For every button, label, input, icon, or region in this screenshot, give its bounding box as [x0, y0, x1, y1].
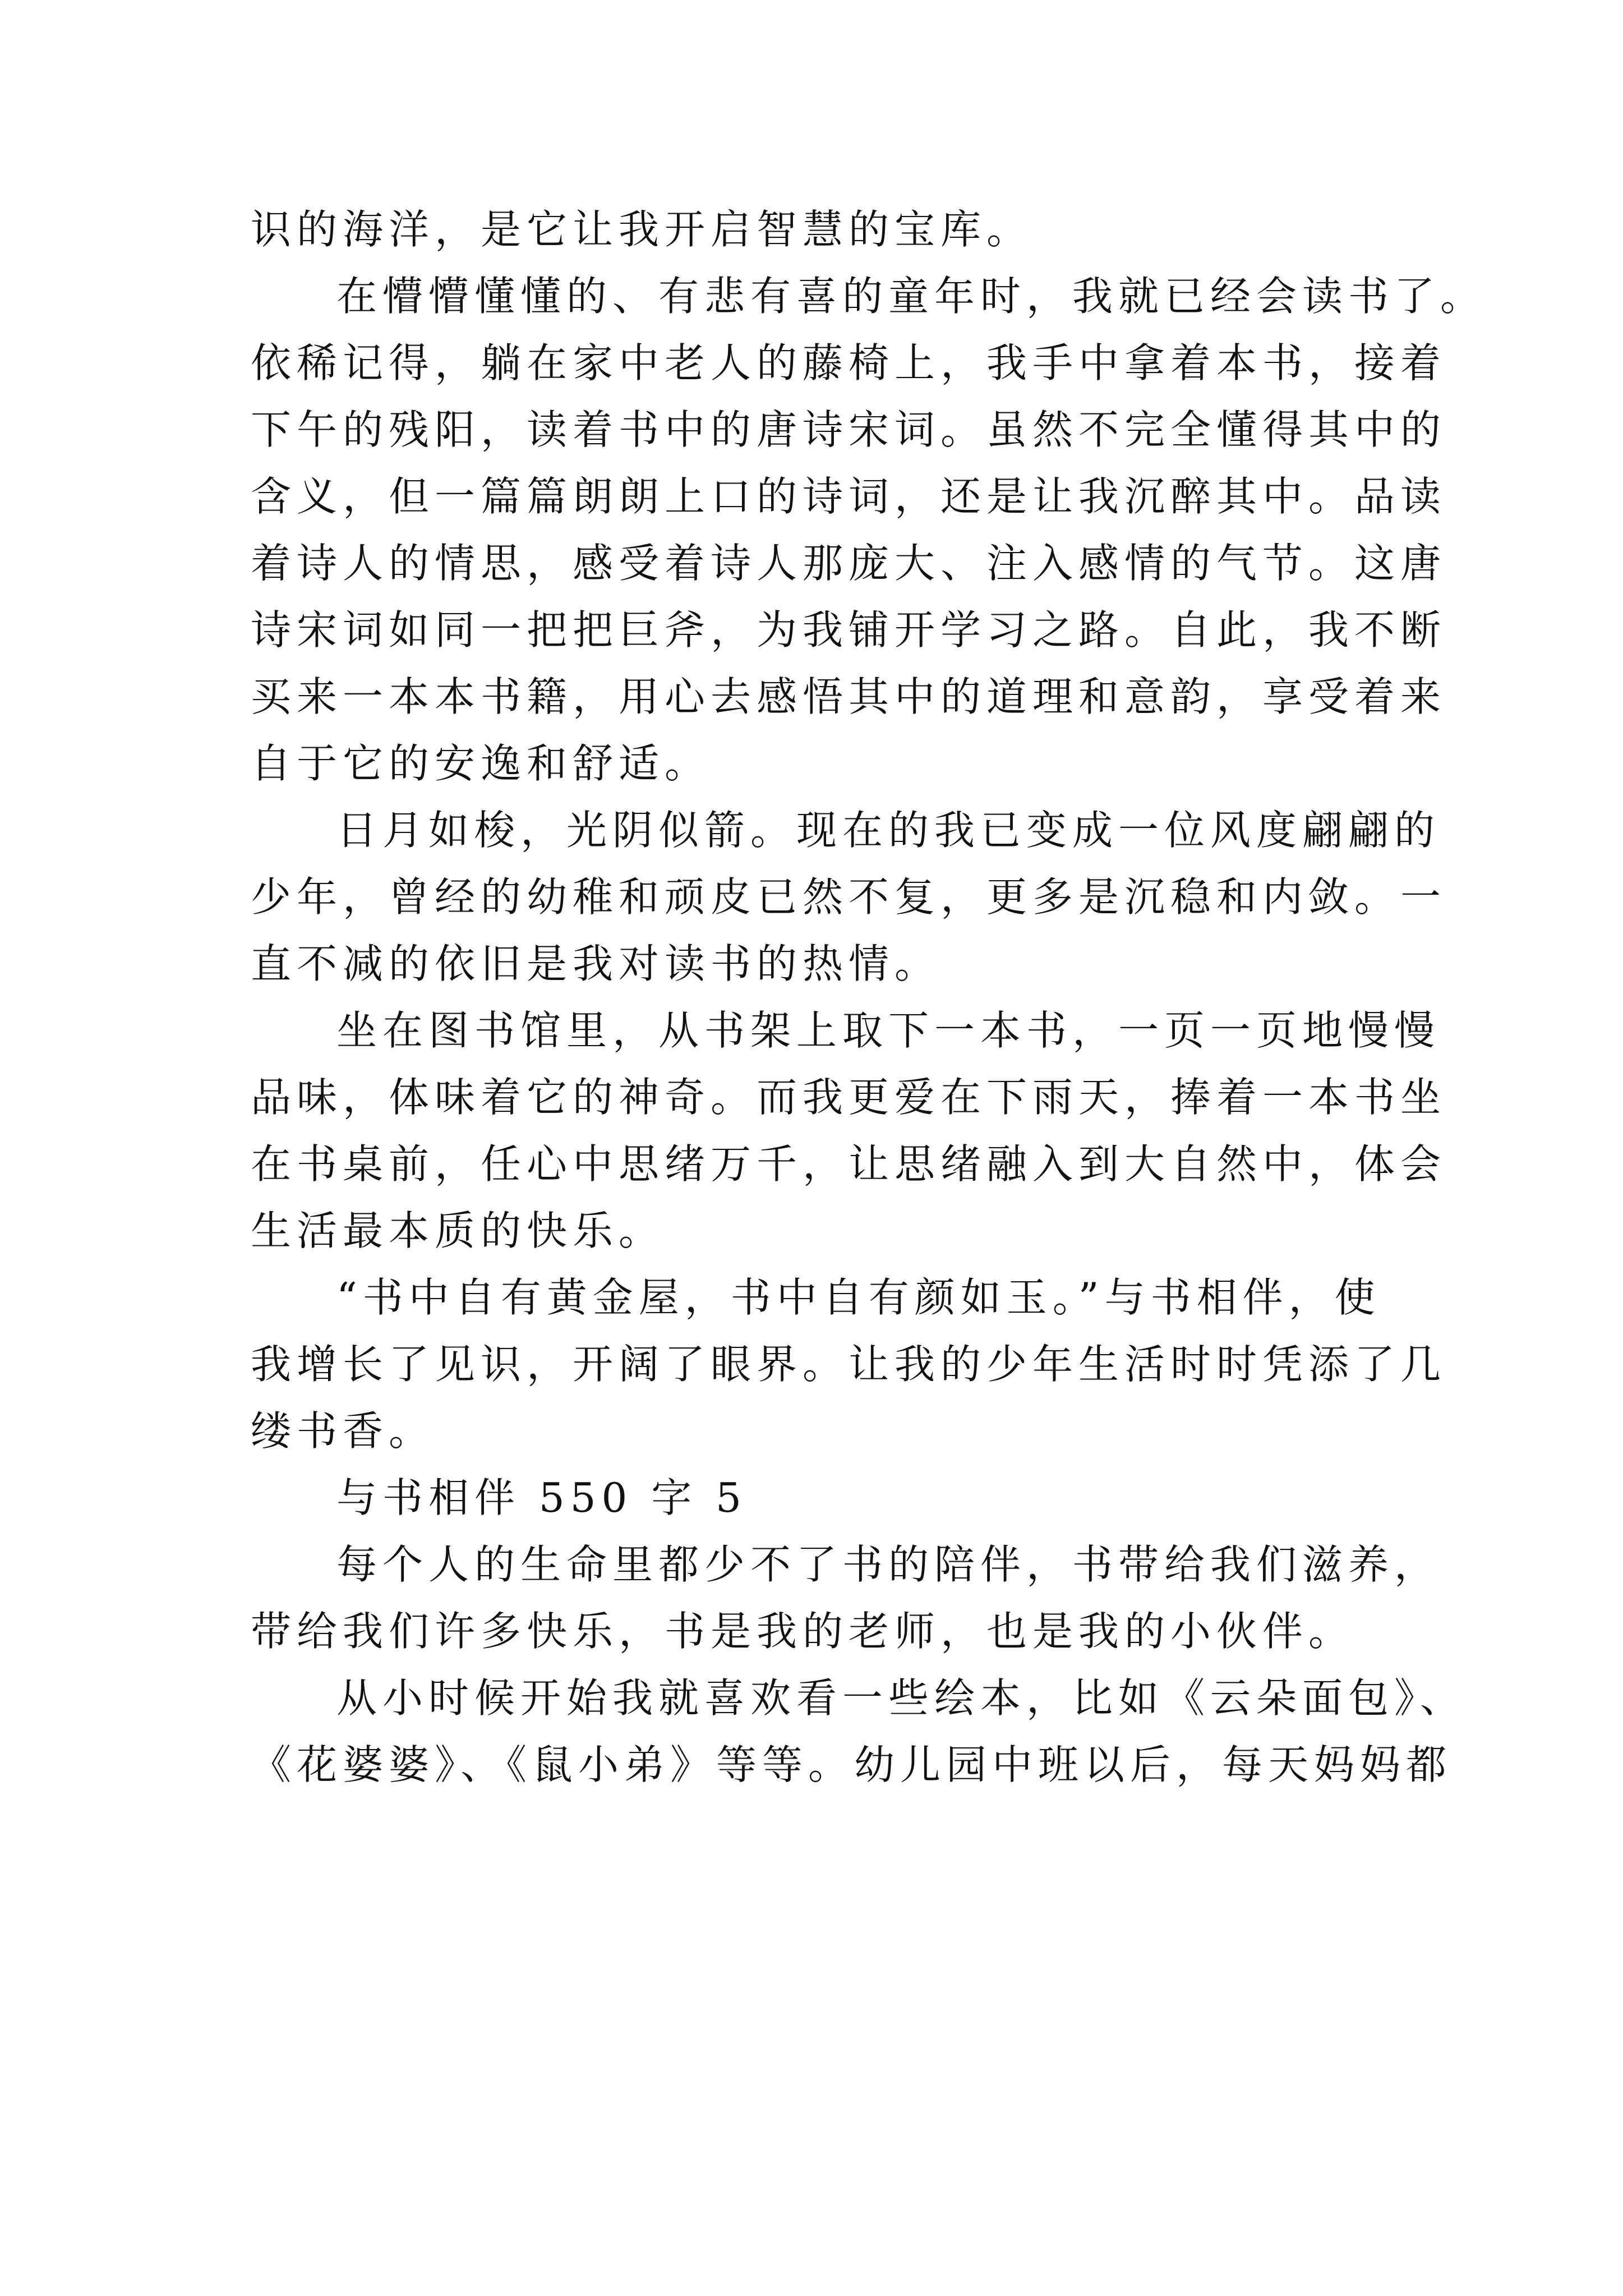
text-line: 下午的残阳，读着书中的唐诗宋词。虽然不完全懂得其中的: [251, 406, 1447, 453]
text-line: 我增长了见识，开阔了眼界。让我的少年生活时时凭添了几: [251, 1341, 1447, 1388]
text-line: 在懵懵懂懂的、有悲有喜的童年时，我就已经会读书了。: [336, 273, 1487, 320]
text-line: 识的海洋，是它让我开启智慧的宝库。: [251, 206, 1033, 253]
text-line: 从小时候开始我就喜欢看一些绘本，比如《云朵面包》、: [336, 1674, 1467, 1722]
text-line: 《花婆婆》、《鼠小弟》等等。幼儿园中班以后，每天妈妈都: [251, 1741, 1453, 1788]
text-line: 少年，曾经的幼稚和顽皮已然不复，更多是沉稳和内敛。一: [251, 873, 1447, 921]
text-line: 自于它的安逸和舒适。: [251, 740, 711, 787]
section-heading: 与书相伴 550 字 5: [336, 1474, 747, 1521]
text-line: 日月如梭，光阴似箭。现在的我已变成一位风度翩翩的: [336, 807, 1441, 854]
text-line: 含义，但一篇篇朗朗上口的诗词，还是让我沉醉其中。品读: [251, 473, 1447, 520]
text-line: 在书桌前，任心中思绪万千，让思绪融入到大自然中，体会: [251, 1140, 1447, 1188]
text-line: 品味，体味着它的神奇。而我更爱在下雨天，捧着一本书坐: [251, 1074, 1447, 1121]
text-line: 着诗人的情思，感受着诗人那庞大、注入感情的气节。这唐: [251, 540, 1447, 587]
body-text: [251, 196, 1487, 1798]
text-line: “书中自有黄金屋，书中自有颜如玉。”与书相伴，使: [336, 1274, 1381, 1321]
text-line: 坐在图书馆里，从书架上取下一本书，一页一页地慢慢: [336, 1007, 1441, 1054]
text-line: 生活最本质的快乐。: [251, 1207, 665, 1254]
text-line: 买来一本本书籍，用心去感悟其中的道理和意韵，享受着来: [251, 673, 1447, 720]
text-line: 每个人的生命里都少不了书的陪伴，书带给我们滋养，: [336, 1541, 1441, 1588]
text-line: 缕书香。: [251, 1407, 435, 1455]
text-line: 诗宋词如同一把把巨斧，为我铺开学习之路。自此，我不断: [251, 606, 1447, 654]
text-line: 依稀记得，躺在家中老人的藤椅上，我手中拿着本书，接着: [251, 339, 1447, 386]
text-line: 带给我们许多快乐，书是我的老师，也是我的小伙伴。: [251, 1608, 1355, 1655]
text-line: 直不减的依旧是我对读书的热情。: [251, 940, 941, 987]
